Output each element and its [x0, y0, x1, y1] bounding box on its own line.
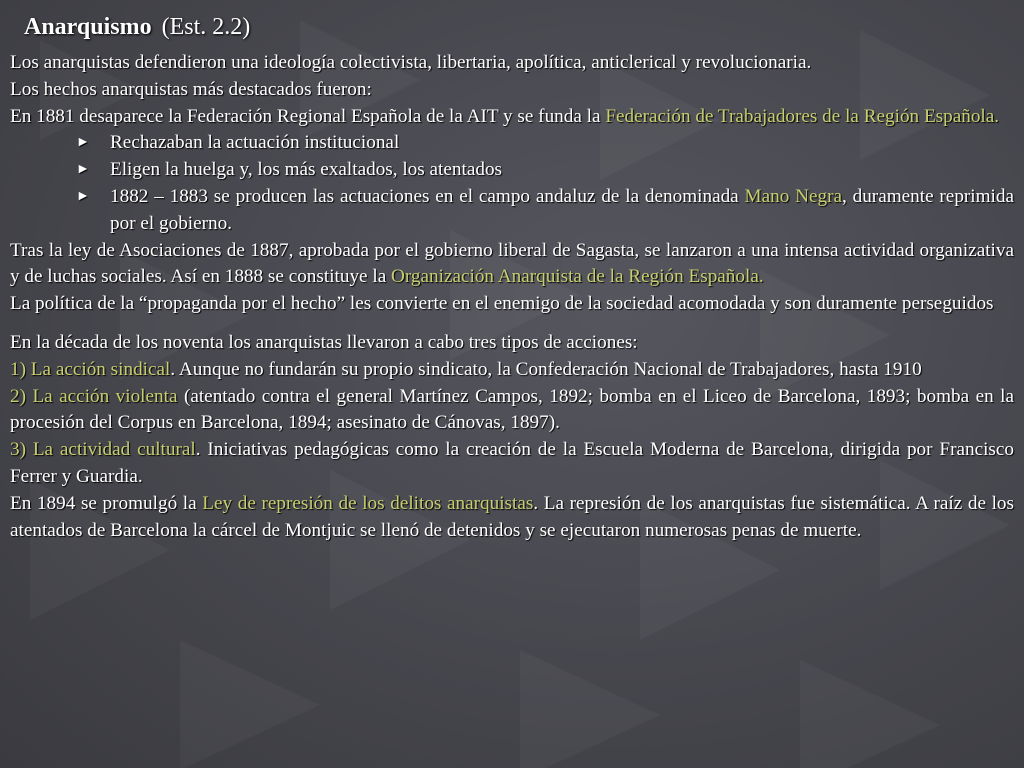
- paragraph-1894: [10, 491, 1014, 545]
- text-segment: Tras la ley de Asociaciones de 1887, aprobada por el gobierno liberal de Sagasta, se lanzaron a una intensa actividad organizativa y de luchas sociales. Así en 1888 se constituye la: [10, 239, 1014, 288]
- text-segment: En 1894 se promulgó la: [10, 492, 203, 514]
- bullet-arrow-icon: ►: [76, 162, 90, 178]
- bullet-text: Rechazaban la actuación institucional: [110, 132, 400, 154]
- text-segment: 1882 – 1883 se producen las actuaciones en el campo andaluz de la denominada: [110, 185, 745, 207]
- highlight-accion-violenta: 2) La acción violenta: [10, 385, 178, 407]
- paragraph-accion-violenta: [10, 384, 1014, 438]
- highlight-federacion: Federación de Trabajadores de la Región Española.: [605, 105, 1000, 127]
- slide-content: [10, 12, 1014, 544]
- bullet-arrow-icon: ►: [76, 135, 90, 151]
- bullet-item: [10, 184, 1014, 238]
- bullet-arrow-icon: ►: [76, 188, 90, 204]
- slide-title: [24, 12, 1014, 42]
- highlight-actividad-cultural: 3) La actividad cultural: [10, 439, 196, 461]
- paragraph-facts-intro: Los hechos anarquistas más destacados fueron:: [10, 78, 372, 100]
- text-segment: , duramente reprimida por el gobierno.: [110, 185, 1015, 234]
- bullet-text: Eligen la huelga y, los más exaltados, los atentados: [110, 159, 503, 181]
- paragraph-1887: [10, 238, 1014, 292]
- text-segment: . Iniciativas pedagógicas como la creación de la Escuela Moderna de Barcelona, dirigida por Francisco Ferrer y Guardia.: [10, 439, 1014, 487]
- paragraph-ideology: Los anarquistas defendieron una ideología colectivista, libertaria, apolítica, anticlerical y revolucionaria.: [10, 52, 812, 73]
- text-segment: (atentado contra el general Martínez Campos, 1892; bomba en el Liceo de Barcelona, 1893; bomba en la procesión del Corpus en Barcelona, 1894; asesinato de Cánovas, 1897).: [10, 385, 1014, 434]
- paragraph-propaganda: La política de la “propaganda por el hecho” les convierte en el enemigo de la sociedad acomodada y son duramente perseguidos: [10, 293, 994, 315]
- text-segment: . Aunque no fundarán su propio sindicato, la Confederación Nacional de Trabajadores, hasta 1910: [170, 358, 922, 380]
- highlight-accion-sindical: 1) La acción sindical: [10, 358, 171, 380]
- bullet-item: [10, 130, 1014, 157]
- title-sub: (Est. 2.2): [161, 14, 251, 40]
- paragraph-noventa: En la década de los noventa los anarquistas llevaron a cabo tres tipos de acciones:: [10, 331, 638, 353]
- text-segment: En 1881 desaparece la Federación Regional Española de la AIT y se funda la: [10, 105, 606, 127]
- spacer: [10, 318, 1014, 330]
- paragraph-accion-sindical: [10, 357, 1014, 384]
- highlight-mano-negra: Mano Negra: [744, 185, 842, 207]
- title-main: Anarquismo: [24, 14, 152, 40]
- bullet-item: [10, 157, 1014, 184]
- highlight-ley-represion: Ley de represión de los delitos anarquistas: [202, 492, 534, 514]
- paragraph-actividad-cultural: [10, 437, 1014, 491]
- highlight-organizacion: Organización Anarquista de la Región Española.: [391, 266, 764, 288]
- bullet-text: [110, 184, 1014, 238]
- text-segment: . La represión de los anarquistas fue sistemática. A raíz de los atentados de Barcelona la cárcel de Montjuic se llenó de detenidos y se ejecutaron numerosas penas de muerte.: [10, 492, 1014, 541]
- paragraph-1881: [10, 104, 1014, 131]
